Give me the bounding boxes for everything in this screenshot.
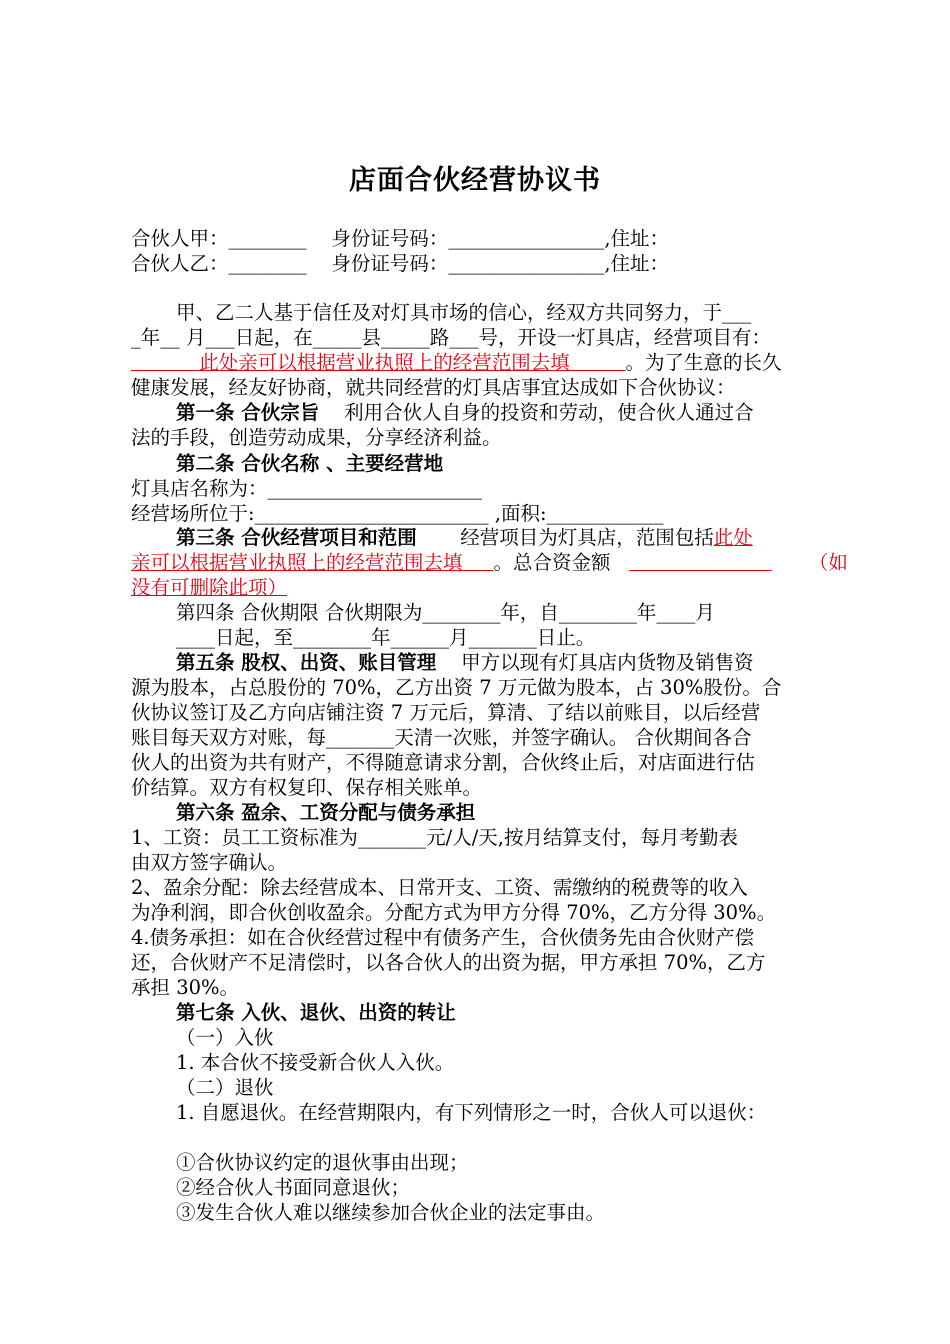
total-capital-label: 。总合资金额 — [493, 551, 617, 574]
debt-clause-line-3: 承担 30%。 — [131, 976, 240, 999]
article-2-heading: 第二条 合伙名称 、主要经营地 — [176, 452, 444, 475]
party-b-id-label: 身份证号码： — [331, 252, 449, 275]
intro-scope-highlight: 此处亲可以根据营业执照上的经营范围去填 — [199, 351, 570, 374]
party-a-name-blank: ________ — [228, 227, 307, 250]
optional-note-end: 没有可删除此项） — [131, 576, 288, 599]
article-3-scope-highlight-start: 此处 — [713, 526, 753, 549]
article-5-heading: 第五条 股权、出资、账目管理 — [176, 651, 437, 674]
article-3-text: 经营项目为灯具店，范围包括 — [460, 526, 714, 549]
article-5-line-4: 账目每天双方对账，每_______天清一次账，并签字确认。 合伙期间各合 — [131, 726, 752, 749]
intro-line-1: 甲、乙二人基于信任及对灯具市场的信心，经双方共同努力，于___ — [176, 301, 752, 324]
section-withdraw-heading: （二）退伙 — [176, 1076, 274, 1099]
article-5-text: 甲方以现有灯具店内货物及销售资 — [461, 651, 754, 674]
party-b-label: 合伙人乙： — [131, 252, 229, 275]
article-1-line-2: 法的手段，创造劳动成果，分享经济利益。 — [131, 426, 502, 449]
shop-location-label: 经营场所位于:________________________ — [131, 502, 489, 525]
intro-line-3 — [131, 350, 782, 375]
section-join-item-1: 1. 本合伙不接受新合伙人入伙。 — [176, 1051, 455, 1074]
article-3-scope-highlight: 亲可以根据营业执照上的经营范围去填 — [131, 551, 463, 574]
debt-clause-line-1: 4.债务承担：如在合伙经营过程中有债务产生，合伙债务先由合伙财产偿 — [131, 926, 755, 949]
intro-line-3-rest: 。为了生意的长久 — [625, 351, 782, 374]
article-1-heading: 第一条 合伙宗旨 — [176, 401, 320, 424]
profit-clause-line-1: 2、盈余分配：除去经营成本、日常开支、工资、需缴纳的税费等的收入 — [131, 876, 748, 899]
wage-clause-line-2: 由双方签字确认。 — [131, 851, 288, 874]
party-a-id-label: 身份证号码： — [331, 227, 449, 250]
party-b-address-label: ,住址： — [604, 252, 670, 275]
withdraw-condition-1: ①合伙协议约定的退伙事由出现； — [176, 1151, 469, 1174]
article-3-heading: 第三条 合伙经营项目和范围 — [176, 526, 417, 549]
party-a-address-label: ,住址： — [604, 227, 670, 250]
article-5-line-6: 价结算。双方有权复印、保存相关账单。 — [131, 776, 483, 799]
article-1-text: 利用合伙人自身的投资和劳动，使合伙人通过合 — [344, 401, 754, 424]
article-5-line-5: 伙人的出资为共有财产，不得随意请求分割，合伙终止后，对店面进行估 — [131, 751, 756, 774]
profit-clause-line-2: 为净利润，即合伙创收盈余。分配方式为甲方分得 70%，乙方分得 30%。 — [131, 901, 777, 924]
shop-location-line — [131, 501, 664, 526]
party-a-line — [131, 226, 669, 251]
total-capital-blank — [629, 551, 772, 574]
intro-line-4: 健康发展，经友好协商，就共同经营的灯具店事宜达成如下合伙协议： — [131, 376, 736, 399]
shop-area-label: ,面积:____________ — [488, 502, 664, 525]
article-4-line-1: 第四条 合伙期限 合伙期限为________年，自________年____月 — [176, 601, 715, 624]
party-a-id-blank: ________________ — [448, 227, 605, 250]
article-7-heading: 第七条 入伙、退伙、出资的转让 — [176, 1001, 456, 1024]
party-b-name-blank: ________ — [228, 252, 307, 275]
page-title: 店面合伙经营协议书 — [349, 165, 601, 196]
shop-name-line: 灯具店名称为：______________________ — [131, 477, 483, 500]
article-5-line-1 — [176, 650, 754, 675]
article-5-line-2: 源为股本，占总股份的 70%，乙方出资 7 万元做为股本，占 30%股份。合 — [131, 676, 782, 699]
article-3-line-1 — [176, 525, 753, 550]
wage-clause-line-1: 1、工资：员工工资标准为_______元/人/天,按月结算支付，每月考勤表 — [131, 826, 738, 849]
article-5-line-3: 伙协议签订及乙方向店铺注资 7 万元后，算清、了结以前账目，以后经营 — [131, 701, 761, 724]
intro-line-2: _年__ 月___日起，在_____县_____路___号，开设一灯具店，经营项目有： — [131, 326, 771, 349]
withdraw-condition-3: ③发生合伙人难以继续参加合伙企业的法定事由。 — [176, 1201, 606, 1224]
section-join-heading: （一）入伙 — [176, 1026, 274, 1049]
section-withdraw-item-1: 1. 自愿退伙。在经营期限内，有下列情形之一时，合伙人可以退伙： — [176, 1101, 767, 1124]
party-a-label: 合伙人甲： — [131, 227, 229, 250]
article-6-heading: 第六条 盈余、工资分配与债务承担 — [176, 801, 476, 824]
optional-note-start: （如 — [808, 551, 848, 574]
article-4-line-2: ____日起，至________年______月_______日止。 — [176, 626, 596, 649]
article-1-line-1 — [176, 400, 754, 425]
party-b-id-blank: ________________ — [448, 252, 605, 275]
article-3-line-2 — [131, 550, 848, 575]
party-b-line — [131, 251, 669, 276]
debt-clause-line-2: 还，合伙财产不足清偿时，以各合伙人的出资为据，甲方承担 70%，乙方 — [131, 951, 766, 974]
withdraw-condition-2: ②经合伙人书面同意退伙； — [176, 1176, 411, 1199]
